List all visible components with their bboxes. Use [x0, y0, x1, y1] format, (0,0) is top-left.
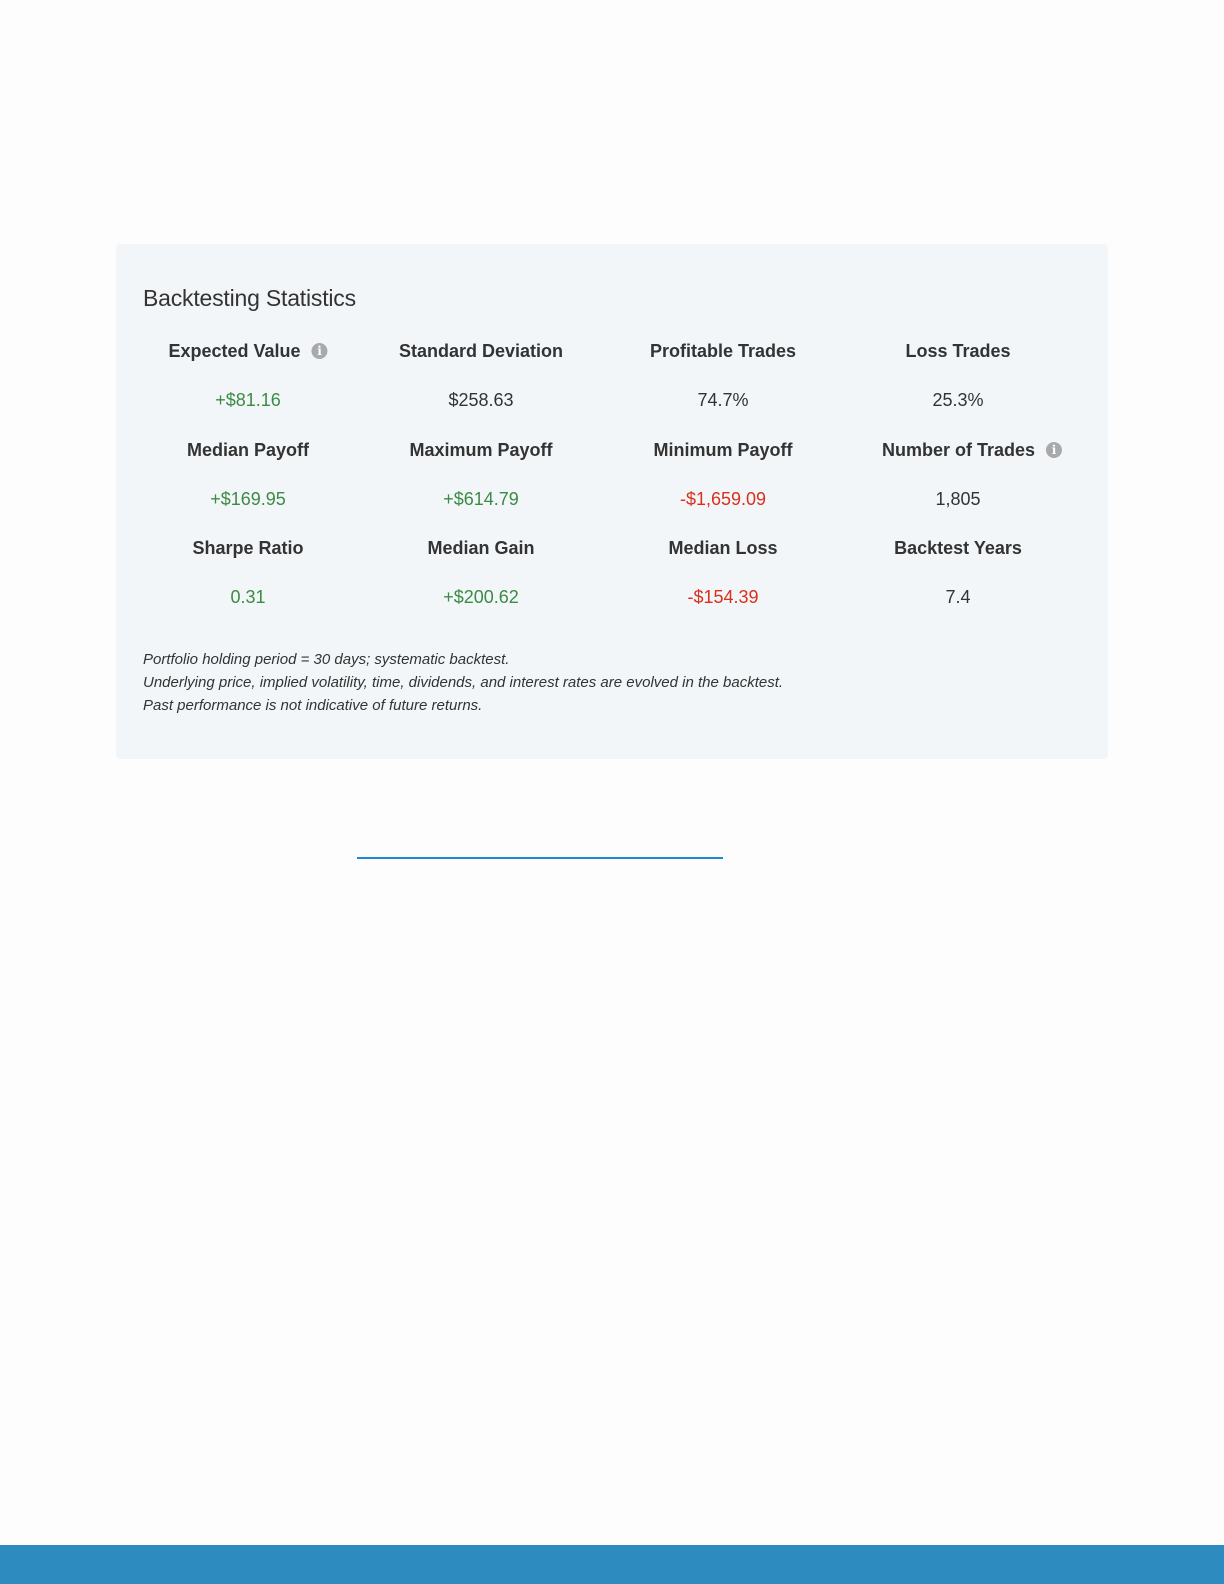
- stat-label-backtest-years: Backtest Years: [894, 538, 1022, 558]
- disclaimer-notes: [143, 648, 783, 717]
- stat-value-expected-value: +$81.16: [215, 390, 281, 410]
- stat-label-sharpe-ratio: Sharpe Ratio: [192, 538, 304, 558]
- stat-label-minimum-payoff: Minimum Payoff: [653, 440, 793, 460]
- note-line: Portfolio holding period = 30 days; systematic backtest.: [143, 651, 510, 668]
- stat-value-sharpe-ratio: 0.31: [230, 587, 266, 607]
- stat-label-median-loss: Median Loss: [668, 538, 778, 558]
- stat-value-median-payoff: +$169.95: [210, 489, 286, 509]
- stat-label-number-of-trades: Number of Trades i: [882, 439, 1062, 461]
- stat-value-minimum-payoff: -$1,659.09: [679, 489, 767, 509]
- stat-value-maximum-payoff: +$614.79: [443, 489, 519, 509]
- stat-label-expected-value: Expected Value i: [168, 340, 327, 362]
- stat-value-standard-deviation: $258.63: [448, 390, 514, 410]
- stat-label-profitable-trades: Profitable Trades: [649, 341, 797, 361]
- stat-label-standard-deviation: Standard Deviation: [398, 341, 564, 361]
- panel-title: Backtesting Statistics: [143, 285, 356, 311]
- stat-label-median-gain: Median Gain: [427, 538, 535, 558]
- backtesting-statistics-panel: [116, 244, 1108, 759]
- note-line: Past performance is not indicative of future returns.: [143, 697, 483, 714]
- link-underline[interactable]: [357, 857, 723, 859]
- stat-label-loss-trades: Loss Trades: [905, 341, 1011, 361]
- note-line: Underlying price, implied volatility, time, dividends, and interest rates are evolved in the backtest.: [143, 674, 784, 691]
- footer-bar: [0, 1545, 1224, 1584]
- info-icon[interactable]: i: [1046, 442, 1062, 458]
- stat-value-number-of-trades: 1,805: [935, 489, 981, 509]
- stat-value-median-gain: +$200.62: [443, 587, 519, 607]
- stat-label-maximum-payoff: Maximum Payoff: [409, 440, 553, 460]
- stat-value-backtest-years: 7.4: [945, 587, 971, 607]
- stat-value-median-loss: -$154.39: [687, 587, 759, 607]
- stat-value-profitable-trades: 74.7%: [697, 390, 749, 410]
- info-icon[interactable]: i: [312, 343, 328, 359]
- stat-value-loss-trades: 25.3%: [932, 390, 984, 410]
- stat-label-median-payoff: Median Payoff: [186, 440, 310, 460]
